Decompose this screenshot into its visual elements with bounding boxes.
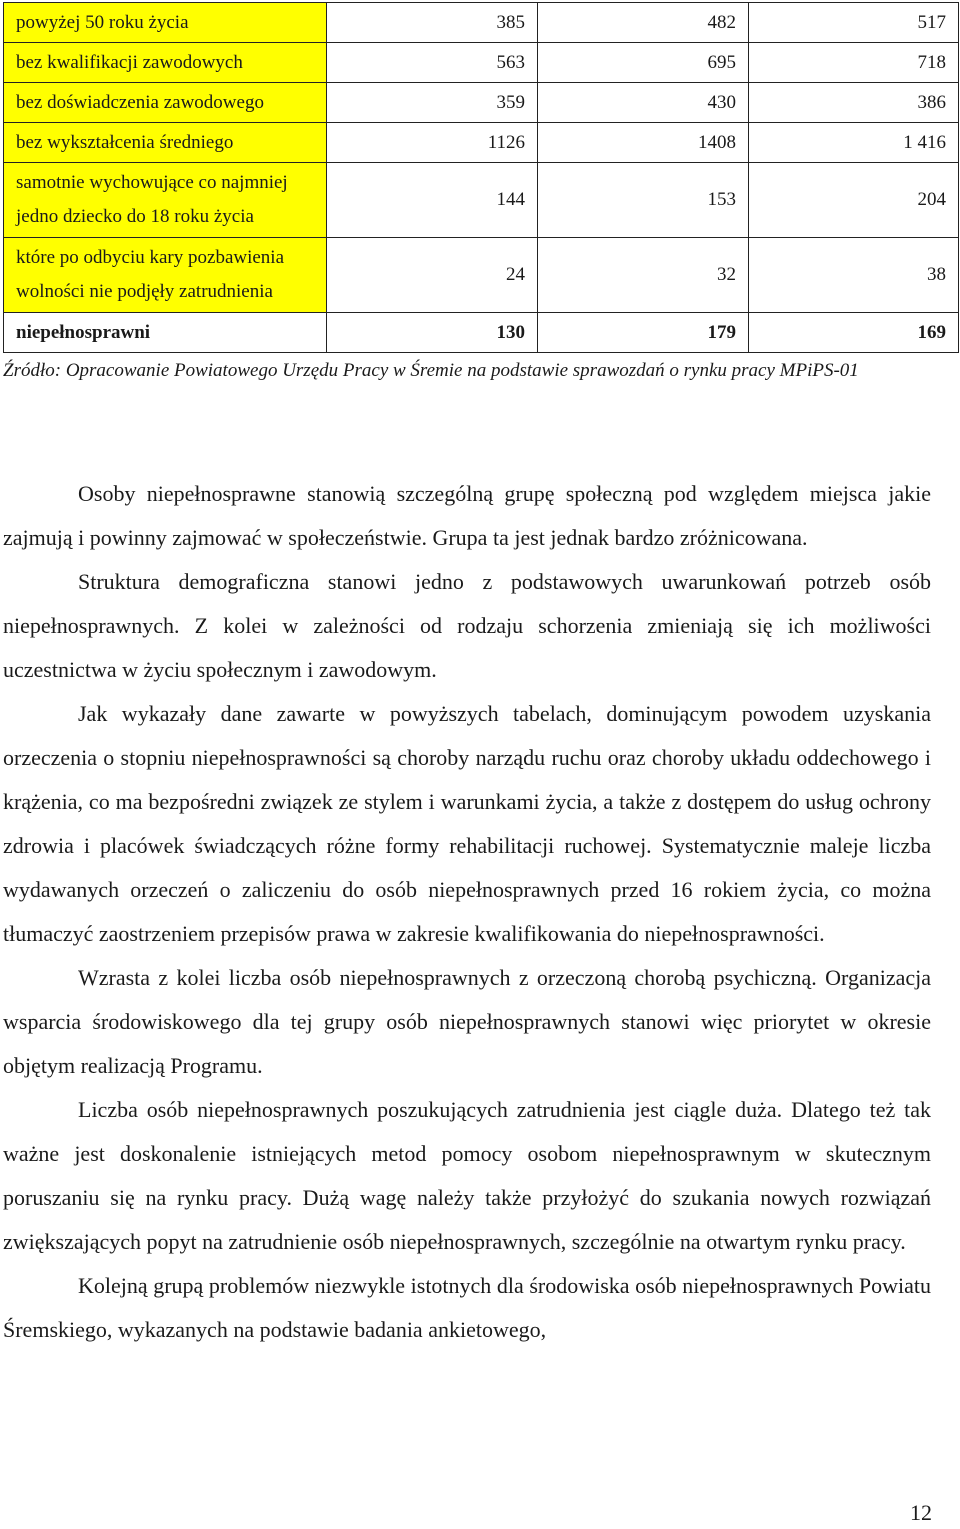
- cell-value: 482: [538, 3, 749, 43]
- row-label-line: jedno dziecko do 18 roku życia: [16, 206, 254, 227]
- table-row: [4, 3, 959, 43]
- cell-value: 386: [749, 83, 959, 123]
- table-row: [4, 83, 959, 123]
- cell-value: 430: [538, 83, 749, 123]
- row-label: bez kwalifikacji zawodowych: [4, 43, 327, 83]
- table-row: [4, 123, 959, 163]
- cell-value: 169: [749, 313, 959, 353]
- row-label: bez wykształcenia średniego: [4, 123, 327, 163]
- cell-value: 517: [749, 3, 959, 43]
- cell-value: 204: [749, 163, 959, 238]
- cell-value: 1408: [538, 123, 749, 163]
- statistics-table-body: [4, 3, 959, 353]
- row-label: powyżej 50 roku życia: [4, 3, 327, 43]
- table-row: [4, 43, 959, 83]
- page-number: 12: [910, 1500, 932, 1525]
- paragraph: Osoby niepełnosprawne stanowią szczególną grupę społeczną pod względem miejsca jakie zajmują i powinny zajmować w społeczeństwie. Grupa ta jest jednak bardzo zróżnicowana.: [3, 481, 931, 550]
- paragraph: Struktura demograficzna stanowi jedno z podstawowych uwarunkowań potrzeb osób niepełnosprawnych. Z kolei w zależności od rodzaju schorzenia zmieniają się ich możliwości uczestnictwa w życiu społecznym i zawodowym.: [3, 569, 931, 682]
- row-label-line: samotnie wychowujące co najmniej: [16, 172, 288, 193]
- row-label-line: które po odbyciu kary pozbawienia: [16, 247, 285, 268]
- table-row: [4, 163, 959, 238]
- cell-value: 1126: [327, 123, 538, 163]
- cell-value: 32: [538, 238, 749, 313]
- paragraph: Wzrasta z kolei liczba osób niepełnosprawnych z orzeczoną chorobą psychiczną. Organizacja wsparcia środowiskowego dla tej grupy osób niepełnosprawnych stanowi więc priorytet w okresie objętym realizacją Programu.: [3, 965, 931, 1078]
- row-label-line: wolności nie podjęły zatrudnienia: [16, 281, 273, 302]
- cell-value: 385: [327, 3, 538, 43]
- cell-value: 24: [327, 238, 538, 313]
- cell-value: 718: [749, 43, 959, 83]
- paragraph: Jak wykazały dane zawarte w powyższych tabelach, dominującym powodem uzyskania orzeczenia o stopniu niepełnosprawności są choroby narządu ruchu oraz choroby układu oddechowego i krążenia, co ma bezpośredni związek ze stylem i warunkami życia, a także z dostępem do usług ochrony zdrowia i placówek świadczących różne formy rehabilitacji ruchowej. Systematycznie maleje liczba wydawanych orzeczeń o zaliczeniu do osób niepełnosprawnych przed 16 rokiem życia, co można tłumaczyć zaostrzeniem przepisów prawa w zakresie kwalifikowania do niepełnosprawności.: [3, 701, 931, 946]
- paragraph: Kolejną grupą problemów niezwykle istotnych dla środowiska osób niepełnosprawnych Powiatu Śremskiego, wykazanych na podstawie badania ankietowego,: [3, 1273, 931, 1342]
- statistics-table: [3, 2, 959, 353]
- row-label: niepełnosprawni: [4, 313, 327, 353]
- body-text: [3, 472, 931, 1352]
- cell-value: 144: [327, 163, 538, 238]
- cell-value: 153: [538, 163, 749, 238]
- table-source-note: Źródło: Opracowanie Powiatowego Urzędu Pracy w Śremie na podstawie sprawozdań o rynku pracy MPiPS-01: [3, 360, 859, 381]
- cell-value: 359: [327, 83, 538, 123]
- cell-value: 563: [327, 43, 538, 83]
- paragraph: Liczba osób niepełnosprawnych poszukujących zatrudnienia jest ciągle duża. Dlatego też tak ważne jest doskonalenie istniejących metod pomocy osobom niepełnosprawnym w skutecznym poruszaniu się na rynku pracy. Dużą wagę należy także przyłożyć do szukania nowych rozwiązań zwiększających popyt na zatrudnienie osób niepełnosprawnych, szczególnie na otwartym rynku pracy.: [3, 1097, 931, 1254]
- cell-value: 695: [538, 43, 749, 83]
- row-label: [4, 238, 327, 313]
- row-label: bez doświadczenia zawodowego: [4, 83, 327, 123]
- cell-value: 1 416: [749, 123, 959, 163]
- table-row: [4, 238, 959, 313]
- row-label: [4, 163, 327, 238]
- cell-value: 38: [749, 238, 959, 313]
- cell-value: 130: [327, 313, 538, 353]
- table-row: [4, 313, 959, 353]
- cell-value: 179: [538, 313, 749, 353]
